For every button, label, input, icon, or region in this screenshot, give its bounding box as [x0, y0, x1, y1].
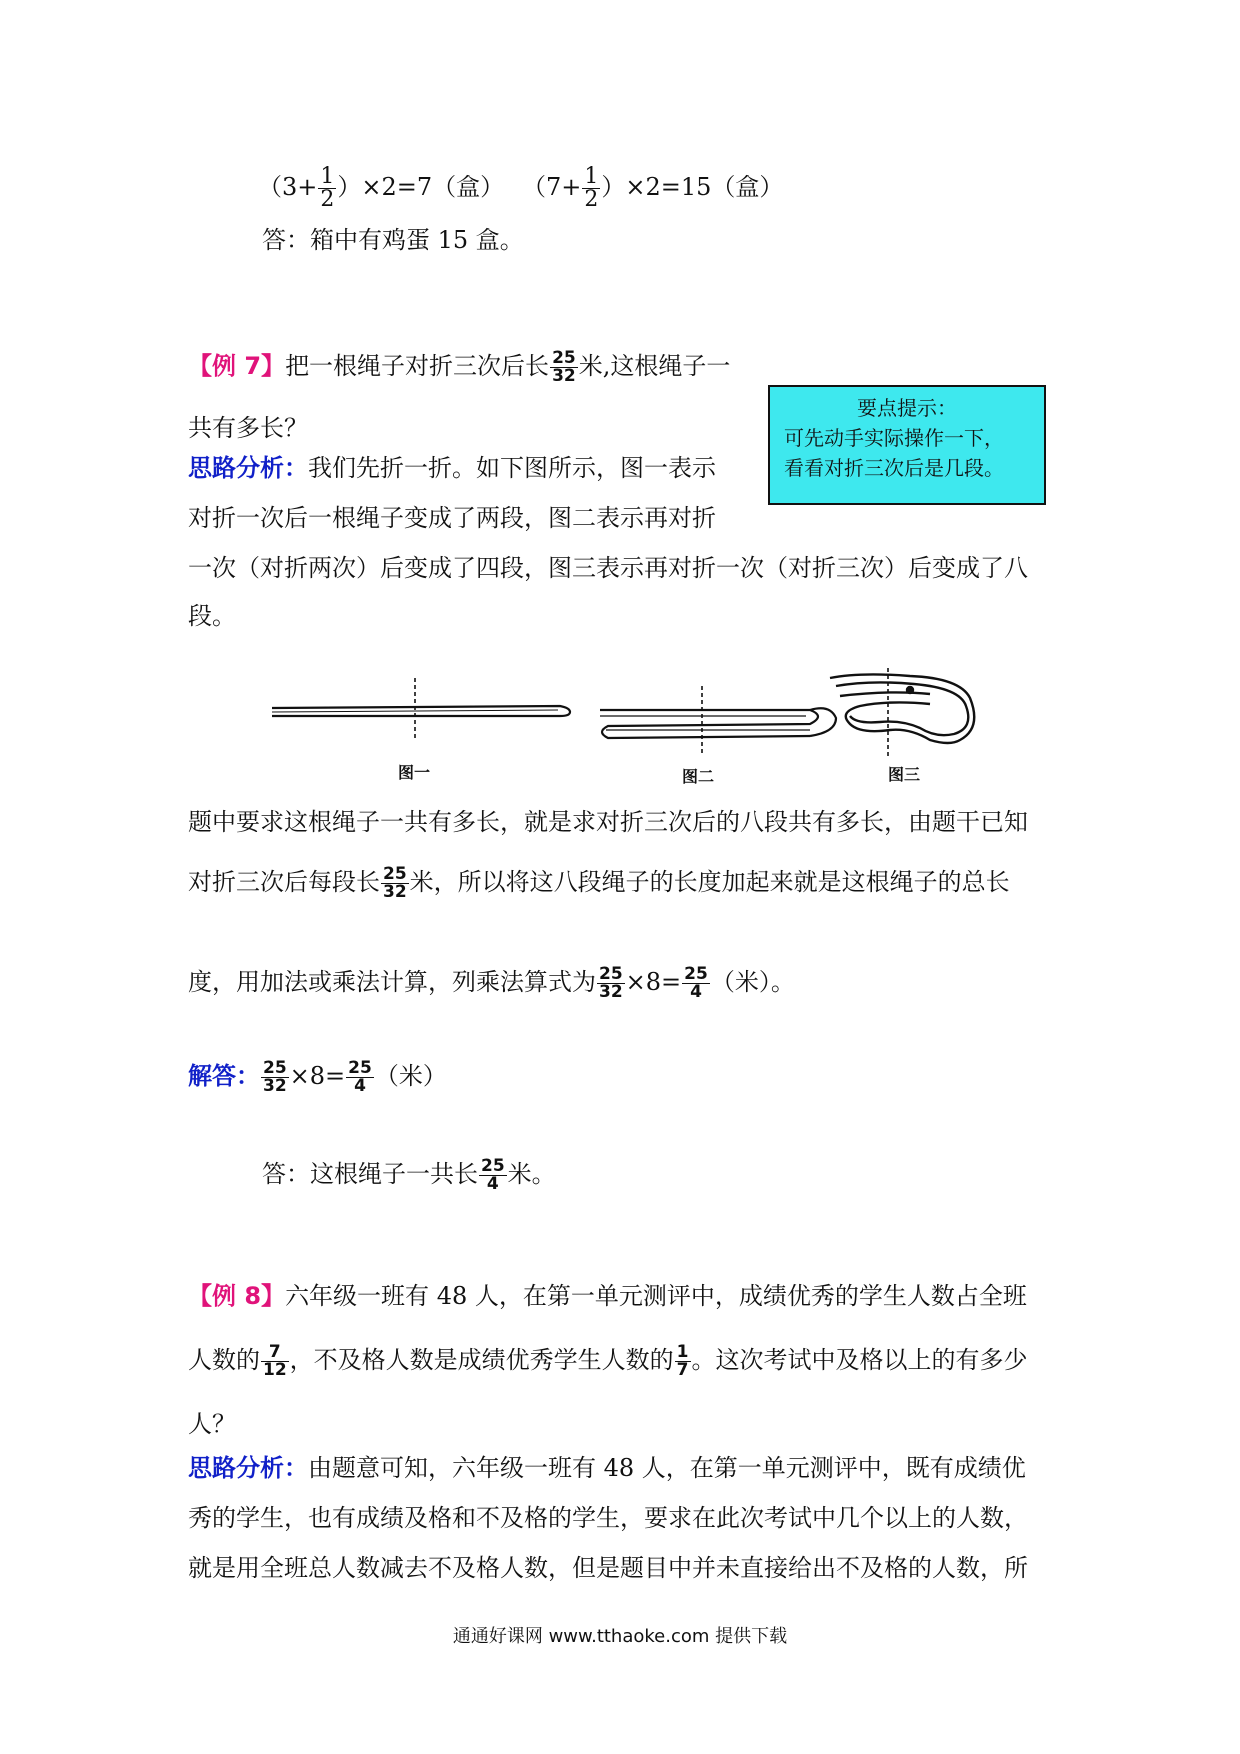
ex8-q2-c: 。这次考试中及格以上的有多少 [691, 1346, 1028, 1374]
ex8-q2-b: ，不及格人数是成绩优秀学生人数的 [289, 1346, 674, 1374]
ex7-analysis-line-3: 一次（对折两次）后变成了四段，图三表示再对折一次（对折三次）后变成了八 [188, 554, 1028, 582]
ex8-tag: 【例 8】 [188, 1282, 286, 1310]
tip-line-2: 看看对折三次后是几段。 [784, 456, 1004, 480]
ex7-p3-b: ×8= [625, 968, 682, 996]
rope-figures-drawing [270, 668, 990, 788]
ex7-analysis-text-1: 我们先折一折。如下图所示，图一表示 [308, 454, 716, 482]
ex7-analysis-label: 思路分析： [188, 454, 308, 482]
top-equation-2 [522, 166, 783, 211]
fraction-25-32: $\frac{25}{32}$ [383, 864, 407, 902]
fraction-1-7: $\frac{1}{7}$ [676, 1342, 689, 1380]
ex7-sol-b: ×8= [289, 1062, 346, 1090]
fraction-25-4: $\frac{25}{4}$ [348, 1058, 372, 1096]
ex7-analysis-line-1 [188, 452, 716, 484]
rope-figures [270, 668, 990, 788]
ex8-question-line-2 [188, 1344, 1028, 1379]
ex7-answer [262, 1158, 556, 1193]
ex7-q1-a: 把一根绳子对折三次后长 [285, 352, 550, 380]
rope-figure-2 [600, 686, 836, 754]
eq1-post: ）×2=7（盒） [337, 173, 505, 201]
ex8-question-line-1 [188, 1280, 1027, 1312]
ex8-analysis-text-1: 由题意可知，六年级一班有 48 人，在第一单元测评中，既有成绩优 [308, 1454, 1026, 1482]
figure-3-caption: 图三 [888, 765, 921, 784]
fraction-25-4: $\frac{25}{4}$ [684, 964, 708, 1002]
top-answer: 答：箱中有鸡蛋 15 盒。 [262, 226, 524, 254]
ex7-paragraph-line-1: 题中要求这根绳子一共有多长，就是求对折三次后的八段共有多长，由题干已知 [188, 808, 1028, 836]
tip-box [768, 385, 1046, 505]
ex7-q1-b: 米,这根绳子一 [578, 352, 731, 380]
tip-title: 要点提示： [857, 396, 957, 420]
ex7-tag: 【例 7】 [188, 352, 286, 380]
eq2-post: ）×2=15（盒） [601, 173, 784, 201]
ex8-q1: 六年级一班有 48 人，在第一单元测评中，成绩优秀的学生人数占全班 [285, 1282, 1027, 1310]
ex7-paragraph-line-2 [188, 866, 1010, 901]
ex7-p3-a: 度，用加法或乘法计算，列乘法算式为 [188, 968, 596, 996]
ex7-solution-label: 解答： [188, 1062, 260, 1090]
ex7-solution [188, 1060, 447, 1095]
ex7-p2-a: 对折三次后每段长 [188, 868, 380, 896]
ex8-question-line-3: 人？ [188, 1410, 236, 1438]
figure-2-caption: 图二 [682, 767, 715, 786]
ex8-analysis-line-2: 秀的学生，也有成绩及格和不及格的学生，要求在此次考试中几个以上的人数， [188, 1504, 1028, 1532]
ex8-analysis-line-3: 就是用全班总人数减去不及格人数，但是题目中并未直接给出不及格的人数，所 [188, 1554, 1028, 1582]
fraction-25-32: $\frac{25}{32}$ [552, 348, 576, 386]
rope-figure-1 [272, 678, 570, 738]
ex7-answer-a: 答：这根绳子一共长 [262, 1160, 478, 1188]
eq1-pre: （3+ [258, 173, 318, 201]
page-footer: 通通好课网 www.tthaoke.com 提供下载 [452, 1626, 788, 1647]
ex7-paragraph-line-3 [188, 966, 795, 1001]
ex7-question-line-1 [188, 350, 730, 385]
ex7-p3-c: （米）。 [710, 968, 795, 996]
ex7-p2-b: 米，所以将这八段绳子的长度加起来就是这根绳子的总长 [409, 868, 1010, 896]
ex7-analysis-line-4: 段。 [188, 602, 236, 630]
ex7-analysis-line-2: 对折一次后一根绳子变成了两段，图二表示再对折 [188, 504, 716, 532]
ex8-q2-a: 人数的 [188, 1346, 260, 1374]
ex8-analysis-label: 思路分析： [188, 1454, 308, 1482]
top-equation-1 [258, 166, 504, 211]
fraction-25-4: $\frac{25}{4}$ [481, 1156, 505, 1194]
figure-1-caption: 图一 [398, 763, 431, 782]
ex7-answer-b: 米。 [507, 1160, 556, 1188]
tip-line-1: 可先动手实际操作一下， [784, 426, 1004, 450]
fraction-7-12: $\frac{7}{12}$ [263, 1342, 287, 1380]
fraction-half: $\frac{1}{2}$ [320, 164, 335, 212]
fraction-half: $\frac{1}{2}$ [584, 164, 599, 212]
rope-figure-3 [830, 668, 974, 758]
fraction-25-32: $\frac{25}{32}$ [263, 1058, 287, 1096]
fraction-25-32: $\frac{25}{32}$ [599, 964, 623, 1002]
ex8-analysis-line-1 [188, 1452, 1026, 1484]
ex7-question-line-2: 共有多长？ [188, 414, 308, 442]
ex7-sol-c: （米） [374, 1062, 447, 1090]
eq2-pre: （7+ [522, 173, 582, 201]
